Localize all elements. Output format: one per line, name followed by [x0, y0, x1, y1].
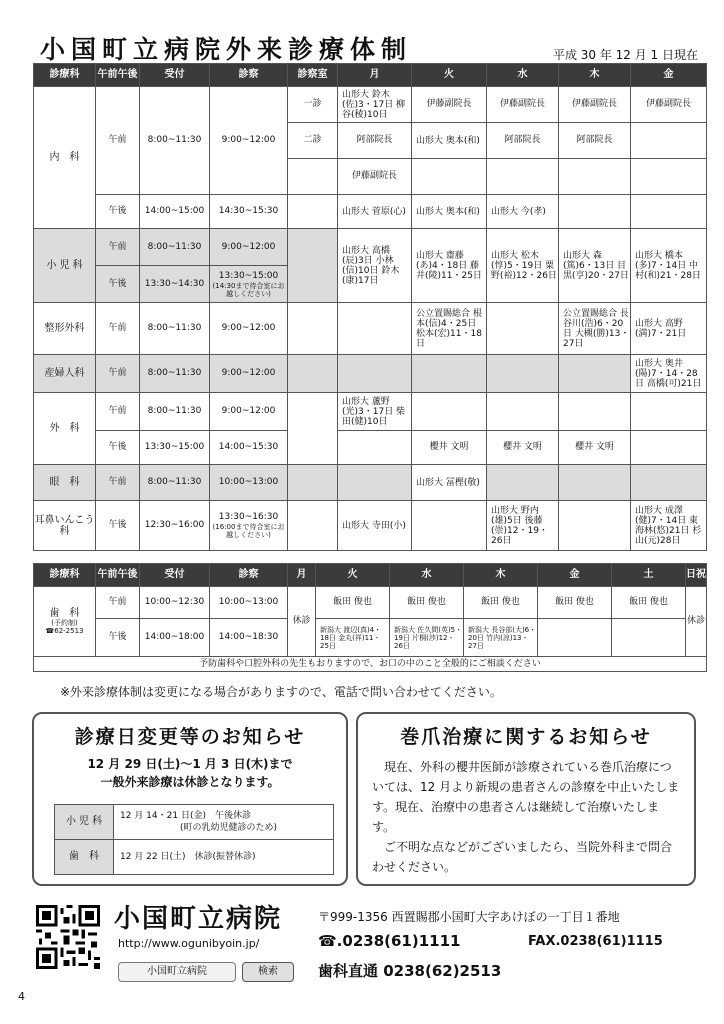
doctor-cell: 山形大 高橋(辰)3日 小林(信)10日 鈴木(康)17日 — [338, 229, 412, 303]
header-dept: 診療科 — [34, 564, 96, 587]
ampm-cell: 午前 — [96, 87, 140, 195]
ampm-cell: 午前 — [96, 465, 140, 501]
doctor-cell: 飯田 俊也 — [538, 587, 612, 619]
empty-cell — [487, 465, 559, 501]
table-row — [55, 805, 334, 840]
doctor-cell: 飯田 俊也 — [390, 587, 464, 619]
dept-ent: 耳鼻いんこう科 — [34, 501, 96, 551]
as-of-date: 平成 30 年 12 月 1 日現在 — [552, 48, 698, 62]
ingrown-nail-title: 巻爪治療に関するお知らせ — [400, 726, 652, 748]
header-exam: 診察 — [210, 64, 288, 87]
closed-sun: 休診 — [686, 587, 707, 657]
header-sat: 土 — [612, 564, 686, 587]
doctor-cell: 山形大 橋本(多)7・14日 中村(和)21・28日 — [631, 229, 707, 303]
empty-cell — [631, 195, 707, 229]
room-cell — [288, 393, 338, 465]
dept-pediatrics: 小 児 科 — [34, 229, 96, 303]
dept-dental-name: 歯 科 — [49, 608, 80, 619]
empty-cell — [559, 355, 631, 393]
table-row — [34, 587, 707, 619]
room-cell — [288, 465, 338, 501]
doctor-cell: 新潟大 渡辺(真)4・18日 金丸(祥)11・25日 — [316, 619, 390, 657]
empty-cell — [559, 159, 631, 195]
header-ampm: 午前午後 — [96, 564, 140, 587]
exam-note: (14:30まで待合室にお越しください) — [212, 281, 285, 298]
ampm-cell: 午後 — [96, 266, 140, 303]
header-tue: 火 — [412, 64, 487, 87]
reception-time: 14:00~18:00 — [140, 619, 210, 657]
reception-time: 13:30~15:00 — [140, 431, 210, 465]
ampm-cell: 午後 — [96, 431, 140, 465]
exam-time: 10:00~13:00 — [210, 587, 288, 619]
doctor-cell: 山形大 野内(雄)5日 後藤(崇)12・19・26日 — [487, 501, 559, 551]
doctor-cell: 新潟大 長谷部(大)6・20日 竹内(涼)13・27日 — [464, 619, 538, 657]
doctor-cell: 山形大 高野(満)7・21日 — [631, 303, 707, 355]
doctor-cell: 櫻井 文明 — [412, 431, 487, 465]
room-cell — [288, 501, 338, 551]
doctor-cell: 公立置賜総合 長谷川(浩)6・20日 大槻(勝)13・27日 — [559, 303, 631, 355]
table-row — [34, 501, 707, 551]
ampm-cell: 午後 — [96, 501, 140, 551]
dental-note: 予防歯科や口腔外科の先生もおりますので、お口の中のこと全般的にご相談ください — [34, 657, 707, 672]
doctor-cell: 山形大 寺田(小) — [338, 501, 412, 551]
detail-line: (町の乳幼児健診のため) — [180, 823, 278, 833]
detail-line: 12 月 14・21 日(金) 午後休診 — [120, 811, 251, 821]
dental-note-row — [34, 657, 707, 672]
empty-cell — [487, 159, 559, 195]
header-wed: 水 — [390, 564, 464, 587]
doctor-cell: 櫻井 文明 — [487, 431, 559, 465]
doctor-cell: 山形大 森(篤)6・13日 目黒(亨)20・27日 — [559, 229, 631, 303]
empty-cell — [631, 123, 707, 159]
qr-code-icon[interactable] — [36, 905, 100, 969]
closed-mon: 休診 — [288, 587, 316, 657]
room-cell: 一診 — [288, 87, 338, 123]
table-row — [55, 840, 334, 875]
empty-cell — [631, 465, 707, 501]
doctor-cell: 公立置賜総合 根本(信)4・25日 松本(宏)11・18日 — [412, 303, 487, 355]
dept-dental — [34, 587, 96, 657]
header-fri: 金 — [631, 64, 707, 87]
empty-cell — [487, 355, 559, 393]
table-row — [34, 195, 707, 229]
room-cell — [288, 229, 338, 303]
header-tue: 火 — [316, 564, 390, 587]
reception-time: 8:00~11:30 — [140, 465, 210, 501]
header-reception: 受付 — [140, 564, 210, 587]
empty-cell — [631, 431, 707, 465]
room-cell: 二診 — [288, 123, 338, 159]
search-input[interactable]: 小国町立病院 — [118, 962, 236, 982]
exam-time-with-note — [210, 266, 288, 303]
outpatient-schedule-table — [33, 63, 707, 551]
room-cell — [288, 355, 338, 393]
schedule-change-notice: ※外来診療体制は変更になる場合がありますので、電話で問い合わせてください。 — [60, 685, 502, 699]
dept-surgery: 外 科 — [34, 393, 96, 465]
header-mon: 月 — [338, 64, 412, 87]
holiday-notice-lead — [34, 755, 346, 791]
ampm-cell: 午後 — [96, 619, 140, 657]
reception-time: 13:30~14:30 — [140, 266, 210, 303]
table-row — [34, 465, 707, 501]
dept-dental-reservation: (予約制) — [51, 619, 78, 627]
detail-dept: 小 児 科 — [55, 805, 114, 840]
dept-ophthalmology: 眼 科 — [34, 465, 96, 501]
website-url[interactable]: http://www.ogunibyoin.jp/ — [118, 937, 260, 950]
header-exam: 診察 — [210, 564, 288, 587]
header-room: 診察室 — [288, 64, 338, 87]
reception-time: 12:30~16:00 — [140, 501, 210, 551]
table-row — [34, 431, 707, 465]
header-fri: 金 — [538, 564, 612, 587]
phone-number: ☎.0238(61)1111 — [318, 932, 461, 950]
reception-time: 8:00~11:30 — [140, 229, 210, 266]
empty-cell — [338, 303, 412, 355]
exam-note: (16:00まで待合室にお越しください) — [212, 523, 285, 539]
ampm-cell: 午前 — [96, 393, 140, 431]
exam-time: 9:00~12:00 — [210, 229, 288, 266]
schedule-header-row — [34, 64, 707, 87]
empty-cell — [538, 619, 612, 657]
header-mon: 月 — [288, 564, 316, 587]
doctor-cell: 伊藤副院長 — [412, 87, 487, 123]
ingrown-nail-paragraph: 現在、外科の櫻井医師が診療されている巻爪治療については、12 月より新規の患者さんの診療を中止いたします。現在、治療中の患者さんは継続して治療いたします。 — [372, 760, 680, 834]
doctor-cell: 阿部院長 — [559, 123, 631, 159]
doctor-cell: 伊藤副院長 — [487, 87, 559, 123]
empty-cell — [338, 431, 412, 465]
empty-cell — [487, 303, 559, 355]
exam-time: 9:00~12:00 — [210, 355, 288, 393]
doctor-cell: 山形大 奥本(和) — [412, 123, 487, 159]
empty-cell — [559, 465, 631, 501]
exam-time: 9:00~12:00 — [210, 393, 288, 431]
exam-time: 10:00~13:00 — [210, 465, 288, 501]
reception-time: 14:00~15:00 — [140, 195, 210, 229]
empty-cell — [487, 393, 559, 431]
doctor-cell: 山形大 齋藤(あ)4・18日 藤井(陵)11・25日 — [412, 229, 487, 303]
holiday-notice-dates: 12 月 29 日(土)～1 月 3 日(木)まで — [87, 757, 293, 771]
exam-time-with-note — [210, 501, 288, 551]
exam-time: 14:00~15:30 — [210, 431, 288, 465]
doctor-cell: 山形大 菅原(心) — [338, 195, 412, 229]
header-thu: 木 — [559, 64, 631, 87]
table-row — [34, 619, 707, 657]
doctor-cell: 飯田 俊也 — [612, 587, 686, 619]
table-row — [34, 303, 707, 355]
search-button[interactable]: 検索 — [242, 962, 294, 982]
doctor-cell: 飯田 俊也 — [316, 587, 390, 619]
hospital-name: 小国町立病院 — [114, 904, 283, 934]
table-row — [34, 393, 707, 431]
header-sun-holiday: 日祝 — [686, 564, 707, 587]
header-ampm: 午前午後 — [96, 64, 140, 87]
empty-cell — [412, 355, 487, 393]
ingrown-nail-paragraph: ご不明な点などがございましたら、当院外科まで問合わせください。 — [372, 840, 673, 874]
doctor-cell: 伊藤副院長 — [559, 87, 631, 123]
exam-time: 13:30~15:00 — [218, 270, 279, 281]
header-wed: 水 — [487, 64, 559, 87]
detail-value — [114, 805, 334, 840]
dept-dental-tel: ☎62-2513 — [45, 627, 84, 635]
reception-time: 10:00~12:30 — [140, 587, 210, 619]
ampm-cell: 午前 — [96, 587, 140, 619]
address: 〒999-1356 西置賜郡小国町大字あけぼの一丁目１番地 — [318, 910, 620, 924]
header-reception: 受付 — [140, 64, 210, 87]
room-cell — [288, 303, 338, 355]
doctor-cell: 飯田 俊也 — [464, 587, 538, 619]
empty-cell — [631, 159, 707, 195]
table-row — [34, 229, 707, 266]
dept-obgyn: 産婦人科 — [34, 355, 96, 393]
doctor-cell: 伊藤副院長 — [631, 87, 707, 123]
doctor-cell: 山形大 松木(惇)5・19日 粟野(裕)12・26日 — [487, 229, 559, 303]
empty-cell — [338, 465, 412, 501]
ampm-cell: 午前 — [96, 303, 140, 355]
dental-header-row — [34, 564, 707, 587]
room-cell — [288, 195, 338, 229]
fax-number: FAX.0238(61)1115 — [528, 934, 663, 949]
empty-cell — [559, 195, 631, 229]
doctor-cell: 阿部院長 — [338, 123, 412, 159]
doctor-cell: 山形大 奥本(和) — [412, 195, 487, 229]
doctor-cell: 山形大 鈴木(佐)3・17日 柳谷(稜)10日 — [338, 87, 412, 123]
page-title: 小国町立病院外来診療体制 — [40, 35, 413, 64]
empty-cell — [559, 393, 631, 431]
room-cell — [288, 159, 338, 195]
exam-time: 9:00~12:00 — [210, 87, 288, 195]
holiday-notice-closed: 一般外来診療は休診となります。 — [100, 775, 280, 789]
dept-internal: 内 科 — [34, 87, 96, 229]
doctor-cell: 阿部院長 — [487, 123, 559, 159]
doctor-cell: 櫻井 文明 — [559, 431, 631, 465]
exam-time: 13:30~16:30 — [218, 512, 279, 522]
exam-time: 14:30~15:30 — [210, 195, 288, 229]
dental-schedule-table — [33, 563, 707, 672]
ingrown-nail-notice-box — [356, 712, 696, 886]
ampm-cell: 午前 — [96, 355, 140, 393]
holiday-detail-table — [54, 804, 334, 875]
doctor-cell: 山形大 蘆野(光)3・17日 柴田(健)10日 — [338, 393, 412, 431]
reception-time: 8:00~11:30 — [140, 303, 210, 355]
empty-cell — [412, 393, 487, 431]
empty-cell — [559, 501, 631, 551]
empty-cell — [412, 501, 487, 551]
detail-value: 12 月 22 日(土) 休診(振替休診) — [114, 840, 334, 875]
table-row — [34, 87, 707, 123]
table-row — [34, 355, 707, 393]
header-thu: 木 — [464, 564, 538, 587]
doctor-cell: 山形大 冨樫(敬) — [412, 465, 487, 501]
reception-time: 8:00~11:30 — [140, 393, 210, 431]
reception-time: 8:00~11:30 — [140, 87, 210, 195]
doctor-cell: 山形大 今(孝) — [487, 195, 559, 229]
exam-time: 9:00~12:00 — [210, 303, 288, 355]
empty-cell — [338, 355, 412, 393]
empty-cell — [631, 393, 707, 431]
ampm-cell: 午後 — [96, 195, 140, 229]
empty-cell — [612, 619, 686, 657]
detail-dept: 歯 科 — [55, 840, 114, 875]
page-number: 4 — [18, 990, 25, 1003]
empty-cell — [412, 159, 487, 195]
dental-direct-number: 歯科直通 0238(62)2513 — [318, 962, 502, 980]
doctor-cell: 新潟大 佐久間(英)5・19日 片桐(渉)12・26日 — [390, 619, 464, 657]
doctor-cell: 伊藤副院長 — [338, 159, 412, 195]
ampm-cell: 午前 — [96, 229, 140, 266]
holiday-notice-title: 診療日変更等のお知らせ — [74, 726, 306, 748]
dept-orthopedics: 整形外科 — [34, 303, 96, 355]
header-dept: 診療科 — [34, 64, 96, 87]
doctor-cell: 山形大 奥井(陽)7・14・28日 高橋(可)21日 — [631, 355, 707, 393]
holiday-notice-box — [32, 712, 348, 886]
doctor-cell: 山形大 成澤(健)7・14日 東海林(悠)21日 杉山(元)28日 — [631, 501, 707, 551]
reception-time: 8:00~11:30 — [140, 355, 210, 393]
exam-time: 14:00~18:30 — [210, 619, 288, 657]
